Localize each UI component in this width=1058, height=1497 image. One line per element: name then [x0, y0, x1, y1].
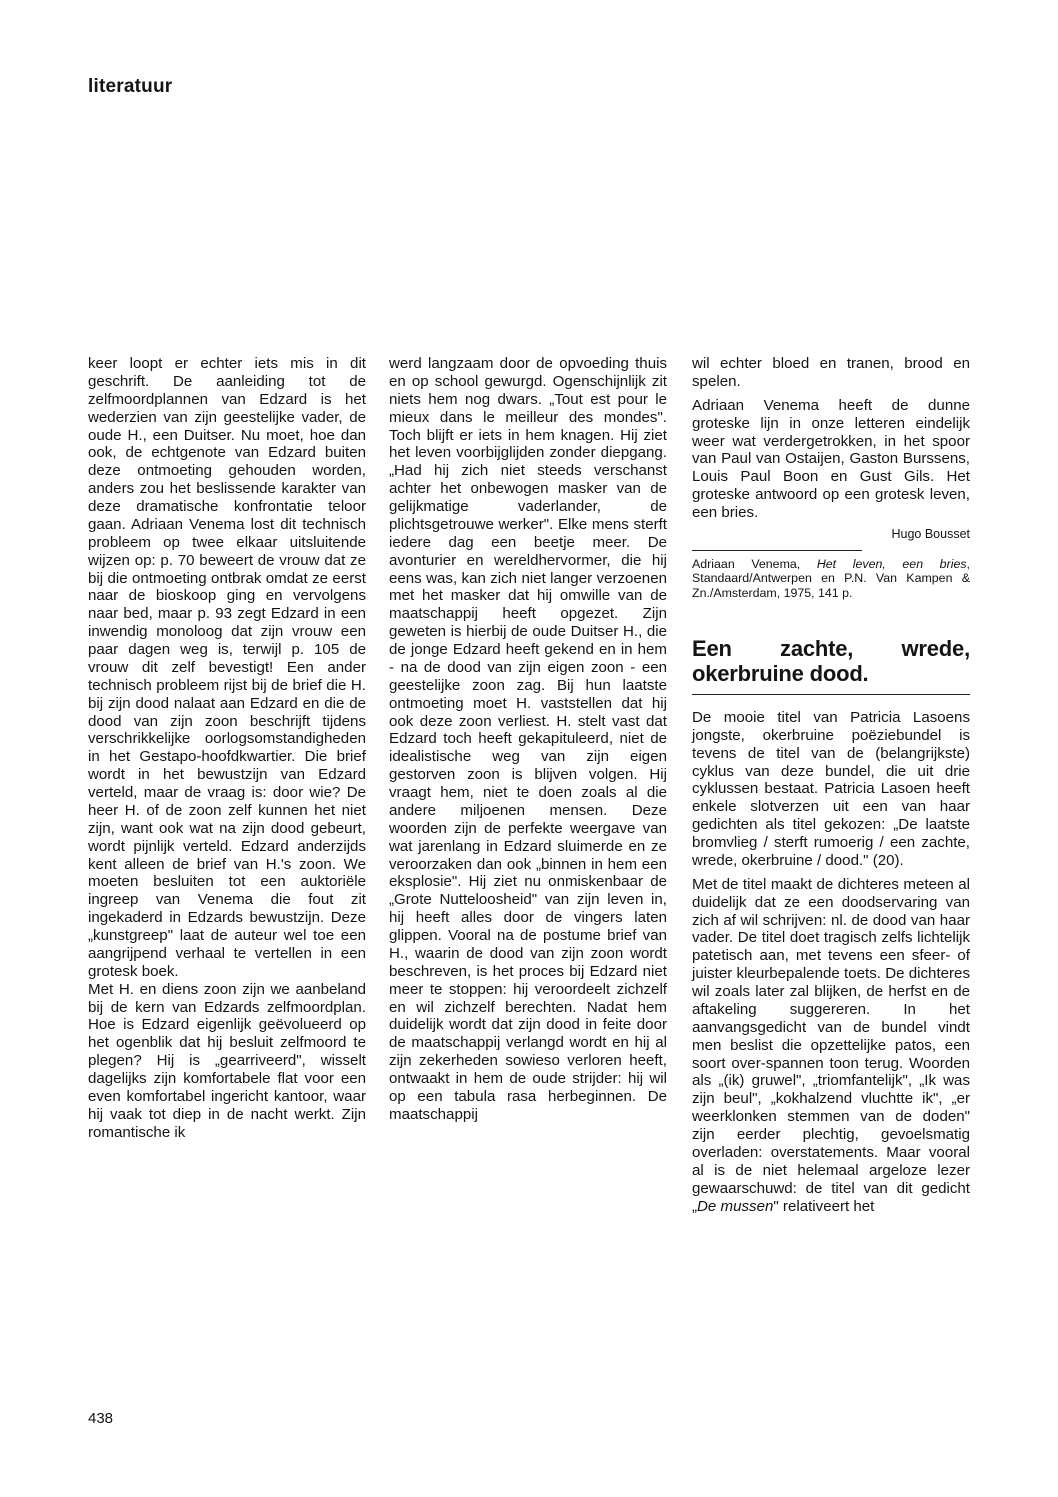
review-signature: Hugo Bousset: [891, 526, 970, 541]
column-3: [692, 355, 970, 1215]
book-citation: [692, 557, 970, 600]
page-number: 438: [88, 1410, 114, 1427]
paragraph: Adriaan Venema heeft de dunne groteske lijn in onze letteren eindelijk weer wat verdergetrokken, in het spoor van Paul van Ostaijen, Gaston Burssens, Louis Paul Boon en Gust Gils. Het groteske antwoord op een grotesk leven, een bries.: [692, 396, 970, 521]
poem-title: De mussen: [697, 1197, 774, 1215]
paragraph: De mooie titel van Patricia Lasoens jongste, okerbruine poëziebundel is tevens de titel van de (belangrijkste) cyklus van deze bundel, die uit drie cyklussen bestaat. Patricia Lasoen heeft enkele slotverzen uit een van haar gedichten als titel gekozen: „De laatste bromvlieg / sterft rumoerig / een zachte, wrede, okerbruine / dood." (20).: [692, 708, 970, 869]
divider: [692, 694, 970, 695]
citation-author: Adriaan Venema,: [692, 556, 817, 571]
paragraph-text: " relativeert het: [773, 1197, 875, 1215]
paragraph: [692, 876, 970, 1216]
review-title: Een zachte, wrede, okerbruine dood.: [692, 635, 970, 686]
paragraph-text: Met de titel maakt de dichteres meteen al duidelijk dat ze een doodservaring van zich af wil schrijven: nl. de dood van haar vader. De titel doet tragisch zelfs lichtelijk patetisch aan, met tevens een sfeer- of juister kleurbepalende toets. De dichteres wil zoals later zal blijken, de herfst en de aftakeling suggereren. In het aanvangsgedicht van de bundel vindt men beslist die opzettelijke patos, een soort over-spannen toon terug. Woorden als „(ik) gruwel", „triomfantelijk", „Ik was zijn beul", „kokhalzend vluchtte ik", „er weerklonken stemmen van de doden" zijn eerder plechtig, gevoelsmatig overladen: overstatements. Maar vooral al is de niet helemaal argeloze lezer gewaarschuwd: de titel van dit gedicht „: [692, 875, 970, 1215]
paragraph: Met H. en diens zoon zijn we aanbeland bij de kern van Edzards zelfmoordplan. Hoe is Edzard eigenlijk geëvolueerd op het ogenblik dat hij besluit zelfmoord te plegen? Hij is „gearriveerd", wisselt dagelijks zijn komfortabele flat voor een even komfortabel ingericht kantoor, waar hij vaak tot diep in de nacht werkt. Zijn romantische ik: [88, 980, 366, 1141]
citation-title: Het leven, een bries: [816, 556, 967, 571]
section-label: literatuur: [88, 76, 173, 97]
paragraph: keer loopt er echter iets mis in dit geschrift. De aanleiding tot de zelfmoordplannen van Edzard is het wederzien van zijn geestelijke vader, de oude H., een Duitser. Nu moet, hoe dan ook, de echtgenote van Edzard buiten deze ontmoeting gehouden worden, anders zou het beslissende karakter van deze dramatische konfrontatie teloor gaan. Adriaan Venema lost dit technisch probleem op twee elkaar uitsluitende wijzen op: p. 70 beweert de vrouw dat ze bij die ontmoeting ontbrak omdat ze eerst naar de bioskoop ging en vervolgens naar bed, maar p. 93 zegt Edzard in een inwendig monoloog dat zijn vrouw een paar dagen weg is, terwijl p. 105 de vrouw dit zelf bevestigt! Een ander technisch probleem rijst bij de brief die H. bij zijn dood nalaat aan Edzard en die de dood van zijn zoon beschrijft tijdens verschrikkelijke oorlogsomstandigheden in het Gestapo-hoofdkwartier. Die brief wordt in het bewustzijn van Edzard verteld, maar de vraag is: door wie? De heer H. of de zoon zelf kunnen het niet zijn, want ook wat na zijn dood gebeurt, wordt pijnlijk verteld. Edzard anderzijds kent alleen de brief van H.'s zoon. We moeten besluiten tot een auktoriële ingreep van Venema die fout zit ingekaderd in Edzards bewustzijn. Deze „kunstgreep" laat de auteur wel toe een aangrijpend verhaal te vertellen in een grotesk boek.: [88, 355, 366, 980]
paragraph: werd langzaam door de opvoeding thuis en op school gewurgd. Ogenschijnlijk zit niets hem nog dwars. „Tout est pour le mieux dans le meilleur des mondes". Toch blijft er iets in hem knagen. Hij ziet het leven voorbijglijden zonder diepgang. „Had hij zich niet steeds verschanst achter het onbewogen masker van de gelijkmatige vaderlander, de plichtsgetrouwe werker". Elke mens sterft iedere dag een beetje meer. De avonturier en wereldhervormer, die hij eens was, kan zich niet langer verzoenen met het masker dat hij omwille van de maatschappij heeft opgezet. Zijn geweten is hierbij de oude Duitser H., die de jonge Edzard heeft gekend en in hem - na de dood van zijn eigen zoon - een geestelijke zoon zag. Bij hun laatste ontmoeting moet H. vaststellen dat hij ook deze zoon verliest. H. stelt vast dat Edzard toch heeft gekapituleerd, niet de idealistische weg van zijn eigen gestorven zoon is blijven volgen. Hij vraagt hem, niet te doen zoals al die andere miljoenen mensen. Deze woorden zijn de perfekte weergave van wat jarenlang in Edzard sluimerde en ze veroorzaken dan ook „binnen in hem een eksplosie". Hij ziet nu onmiskenbaar de „Grote Nutteloosheid" van zijn leven in, hij heeft alles door de vingers laten glippen. Vooral na de postume brief van H., waarin de dood van zijn zoon wordt beschreven, is het proces bij Edzard niet meer te stoppen: hij veroordeelt zichzelf en wil zichzelf berechten. Nadat hem duidelijk wordt dat zijn dood in feite door de maatschappij verlangd wordt en hij al zijn zekerheden sowieso verloren heeft, ontwaakt in hem de oude strijder: hij wil op een tabula rasa herbeginnen. De maatschappij: [389, 355, 667, 1123]
column-2: [389, 355, 667, 1124]
citation-publisher: , Standaard/Antwerpen en P.N. Van Kampen & Zn./Amsterdam, 1975, 141 p.: [692, 556, 970, 600]
column-1: [88, 355, 366, 1142]
divider: [692, 550, 862, 551]
paragraph: wil echter bloed en tranen, brood en spelen.: [692, 355, 970, 390]
